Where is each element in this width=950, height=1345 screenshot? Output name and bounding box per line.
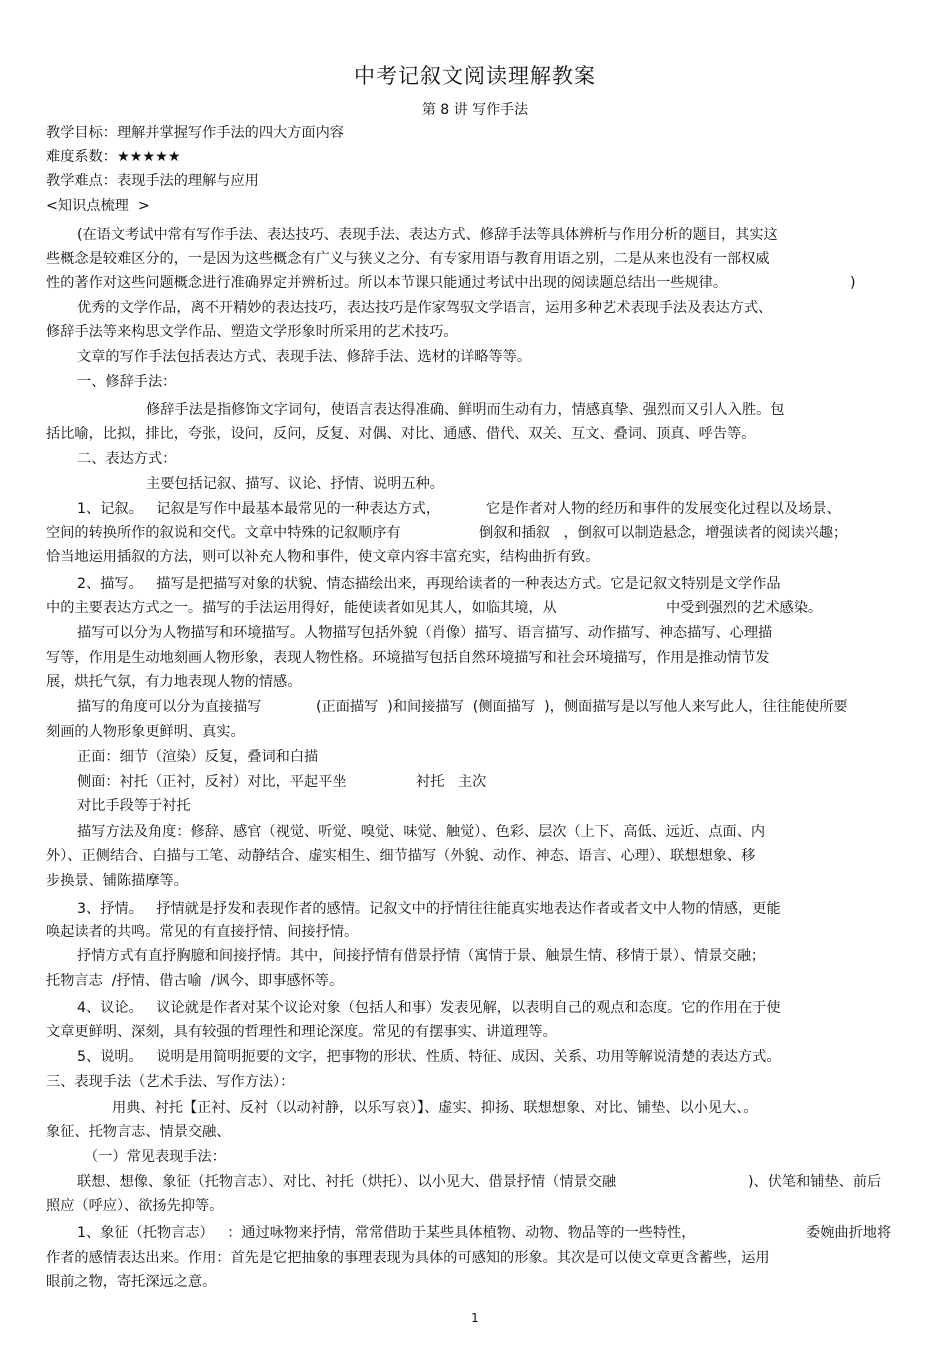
- paragraph-line: 2、描写。 描写是把描写对象的状貌、情态描绘出来，再现给读者的一种表达方式。它是记叙文特别是文学作品: [77, 576, 781, 592]
- paragraph-line: 外）、正侧结合、白描与工笔、动静结合、虚实相生、细节描写（外貌、动作、神态、语言、心理）、联想想象、移: [46, 848, 756, 864]
- paragraph-line: 作者的感情表达出来。作用：首先是它把抽象的事理表现为具体的可感知的形象。其次是可以使文章更含蓄些，运用: [46, 1250, 770, 1266]
- paragraph-line: 1、象征（托物言志） ：通过咏物来抒情，常常借助于某些具体植物、动物、物品等的一些特性，: [77, 1225, 696, 1241]
- paragraph-line: 性的著作对这些问题概念进行准确界定并辨析过。所以本节课只能通过考试中出现的阅读题总结出一些规律。: [46, 275, 728, 291]
- paragraph-line: 用典、衬托【正衬、反衬（以动衬静，以乐写哀）】、虚实、抑扬、联想想象、对比、铺垫、以小见大、。: [112, 1100, 758, 1116]
- paragraph-line: 空间的转换所作的叙说和交代。文章中特殊的记叙顺序有: [46, 525, 401, 541]
- subsection-heading: （一）常见表现手法：: [84, 1149, 226, 1165]
- paragraph-line: 展，烘托气氛，有力地表现人物的情感。: [46, 674, 302, 690]
- section-heading: 三、表现手法（艺术手法、写作方法）：: [46, 1074, 295, 1090]
- page-title: 中考记叙文阅读理解教案: [354, 64, 596, 88]
- section-heading: 一、修辞手法：: [77, 374, 177, 390]
- paragraph-line: 抒情方式有直抒胸臆和间接抒情。其中，间接抒情有借景抒情（寓情于景、触景生情、移情于景）、情景交融；: [77, 948, 766, 964]
- paragraph-line: 5、说明。 说明是用简明扼要的文字，把事物的形状、性质、特征、成因、关系、功用等解说清楚的表达方式。: [77, 1049, 781, 1065]
- teaching-difficulty-line: 教学难点：表现手法的理解与应用: [46, 173, 259, 189]
- paragraph-line: 修辞手法是指修饰文字词句，使语言表达得准确、鲜明而生动有力，情感真挚、强烈而又引人入胜。包: [146, 402, 785, 418]
- paragraph-line: 写等，作用是生动地刻画人物形象，表现人物性格。环境描写包括自然环境描写和社会环境描写，作用是推动情节发: [46, 650, 770, 666]
- paragraph-line: 倒叙和插叙 ，倒叙可以制造悬念，增强读者的阅读兴趣；: [479, 525, 848, 541]
- paragraph-line: 中受到强烈的艺术感染。: [666, 600, 823, 616]
- paragraph-line: 描写的角度可以分为直接描写: [77, 699, 262, 715]
- paragraph-line: 象征、托物言志、情景交融、: [46, 1124, 231, 1140]
- teaching-goal-line: 教学目标：理解并掌握写作手法的四大方面内容: [46, 125, 344, 141]
- paragraph-line: 刻画的人物形象更鲜明、真实。: [46, 724, 245, 740]
- paragraph-line: 文章的写作手法包括表达方式、表现手法、修辞手法、选材的详略等等。: [77, 349, 532, 365]
- paragraph-line: 它是作者对人物的经历和事件的发展变化过程以及场景、: [486, 501, 841, 517]
- paragraph-line: 3、抒情。 抒情就是抒发和表现作者的感情。记叙文中的抒情往往能真实地表达作者或者文中人物的情感，更能: [77, 901, 781, 917]
- paragraph-line: 侧面：衬托（正衬，反衬）对比，平起平坐: [77, 774, 347, 790]
- paragraph-line: 对比手段等于衬托: [77, 798, 191, 814]
- paragraph-line: 描写可以分为人物描写和环境描写。人物描写包括外貌（肖像）描写、语言描写、动作描写、神态描写、心理描: [77, 625, 773, 641]
- lecture-subtitle: 第 8 讲 写作手法: [421, 102, 529, 118]
- paragraph-line: )、伏笔和铺垫、前后: [748, 1174, 882, 1190]
- paragraph-line: 眼前之物，寄托深远之意。: [46, 1274, 217, 1290]
- paragraph-line: 4、议论。 议论就是作者对某个议论对象（包括人和事）发表见解，以表明自己的观点和态度。它的作用在于使: [77, 1000, 781, 1016]
- section-heading: 二、表达方式：: [77, 451, 177, 467]
- paragraph-line: 衬托 主次: [416, 774, 487, 790]
- paragraph-line: 1、记叙。 记叙是写作中最基本最常见的一种表达方式，: [77, 501, 441, 517]
- paragraph-line: 优秀的文学作品，离不开精妙的表达技巧，表达技巧是作家驾驭文学语言，运用多种艺术表现手法及表达方式、: [77, 300, 773, 316]
- paragraph-line: 些概念是较难区分的，一是因为这些概念有广义与狭义之分、有专家用语与教育用语之别，二是从来也没有一部权威: [46, 251, 770, 267]
- paragraph-line: 联想、想像、象征（托物言志）、对比、衬托（烘托）、以小见大、借景抒情（情景交融: [77, 1174, 617, 1190]
- paragraph-line: 委婉曲折地将: [806, 1225, 892, 1241]
- paragraph-line: ): [850, 275, 856, 291]
- paragraph-line: (在语文考试中常有写作手法、表达技巧、表现手法、表达方式、修辞手法等具体辨析与作用分析的题目，其实这: [77, 227, 778, 243]
- page-number: 1: [471, 1311, 479, 1325]
- paragraph-line: 步换景、铺陈描摩等。: [46, 873, 188, 889]
- paragraph-line: 唤起读者的共鸣。常见的有直接抒情、间接抒情。: [46, 924, 359, 940]
- paragraph-line: 正面：细节（渲染）反复，叠词和白描: [77, 749, 319, 765]
- paragraph-line: 修辞手法等来构思文学作品、塑造文学形象时所采用的艺术技巧。: [46, 324, 458, 340]
- paragraph-line: 主要包括记叙、描写、议论、抒情、说明五种。: [146, 476, 444, 492]
- paragraph-line: 托物言志 /抒情、借古喻 /讽今、即事感怀等。: [46, 973, 344, 989]
- paragraph-line: 描写方法及角度：修辞、感官（视觉、听觉、嗅觉、味觉、触觉）、色彩、层次（上下、高低、远近、点面、内: [77, 824, 766, 840]
- paragraph-line: 恰当地运用插叙的方法，则可以补充人物和事件，使文章内容丰富充实，结构曲折有致。: [46, 549, 600, 565]
- paragraph-line: 文章更鲜明、深刻，具有较强的哲理性和理论深度。常见的有摆事实、讲道理等。: [46, 1024, 557, 1040]
- paragraph-line: 括比喻，比拟，排比，夸张，设问，反问，反复、对偶、对比、通感、借代、双关、互文、叠词、顶真、呼告等。: [46, 426, 756, 442]
- difficulty-line: 难度系数：★★★★★: [46, 149, 181, 165]
- knowledge-outline-heading: <知识点梳理 >: [46, 198, 150, 214]
- paragraph-line: 照应（呼应）、欲扬先抑等。: [46, 1198, 224, 1214]
- paragraph-line: 中的主要表达方式之一。描写的手法运用得好，能使读者如见其人，如临其境，从: [46, 600, 557, 616]
- paragraph-line: (正面描写 )和间接描写 (侧面描写 )，侧面描写是以写他人来写此人，往往能使所要: [316, 699, 848, 715]
